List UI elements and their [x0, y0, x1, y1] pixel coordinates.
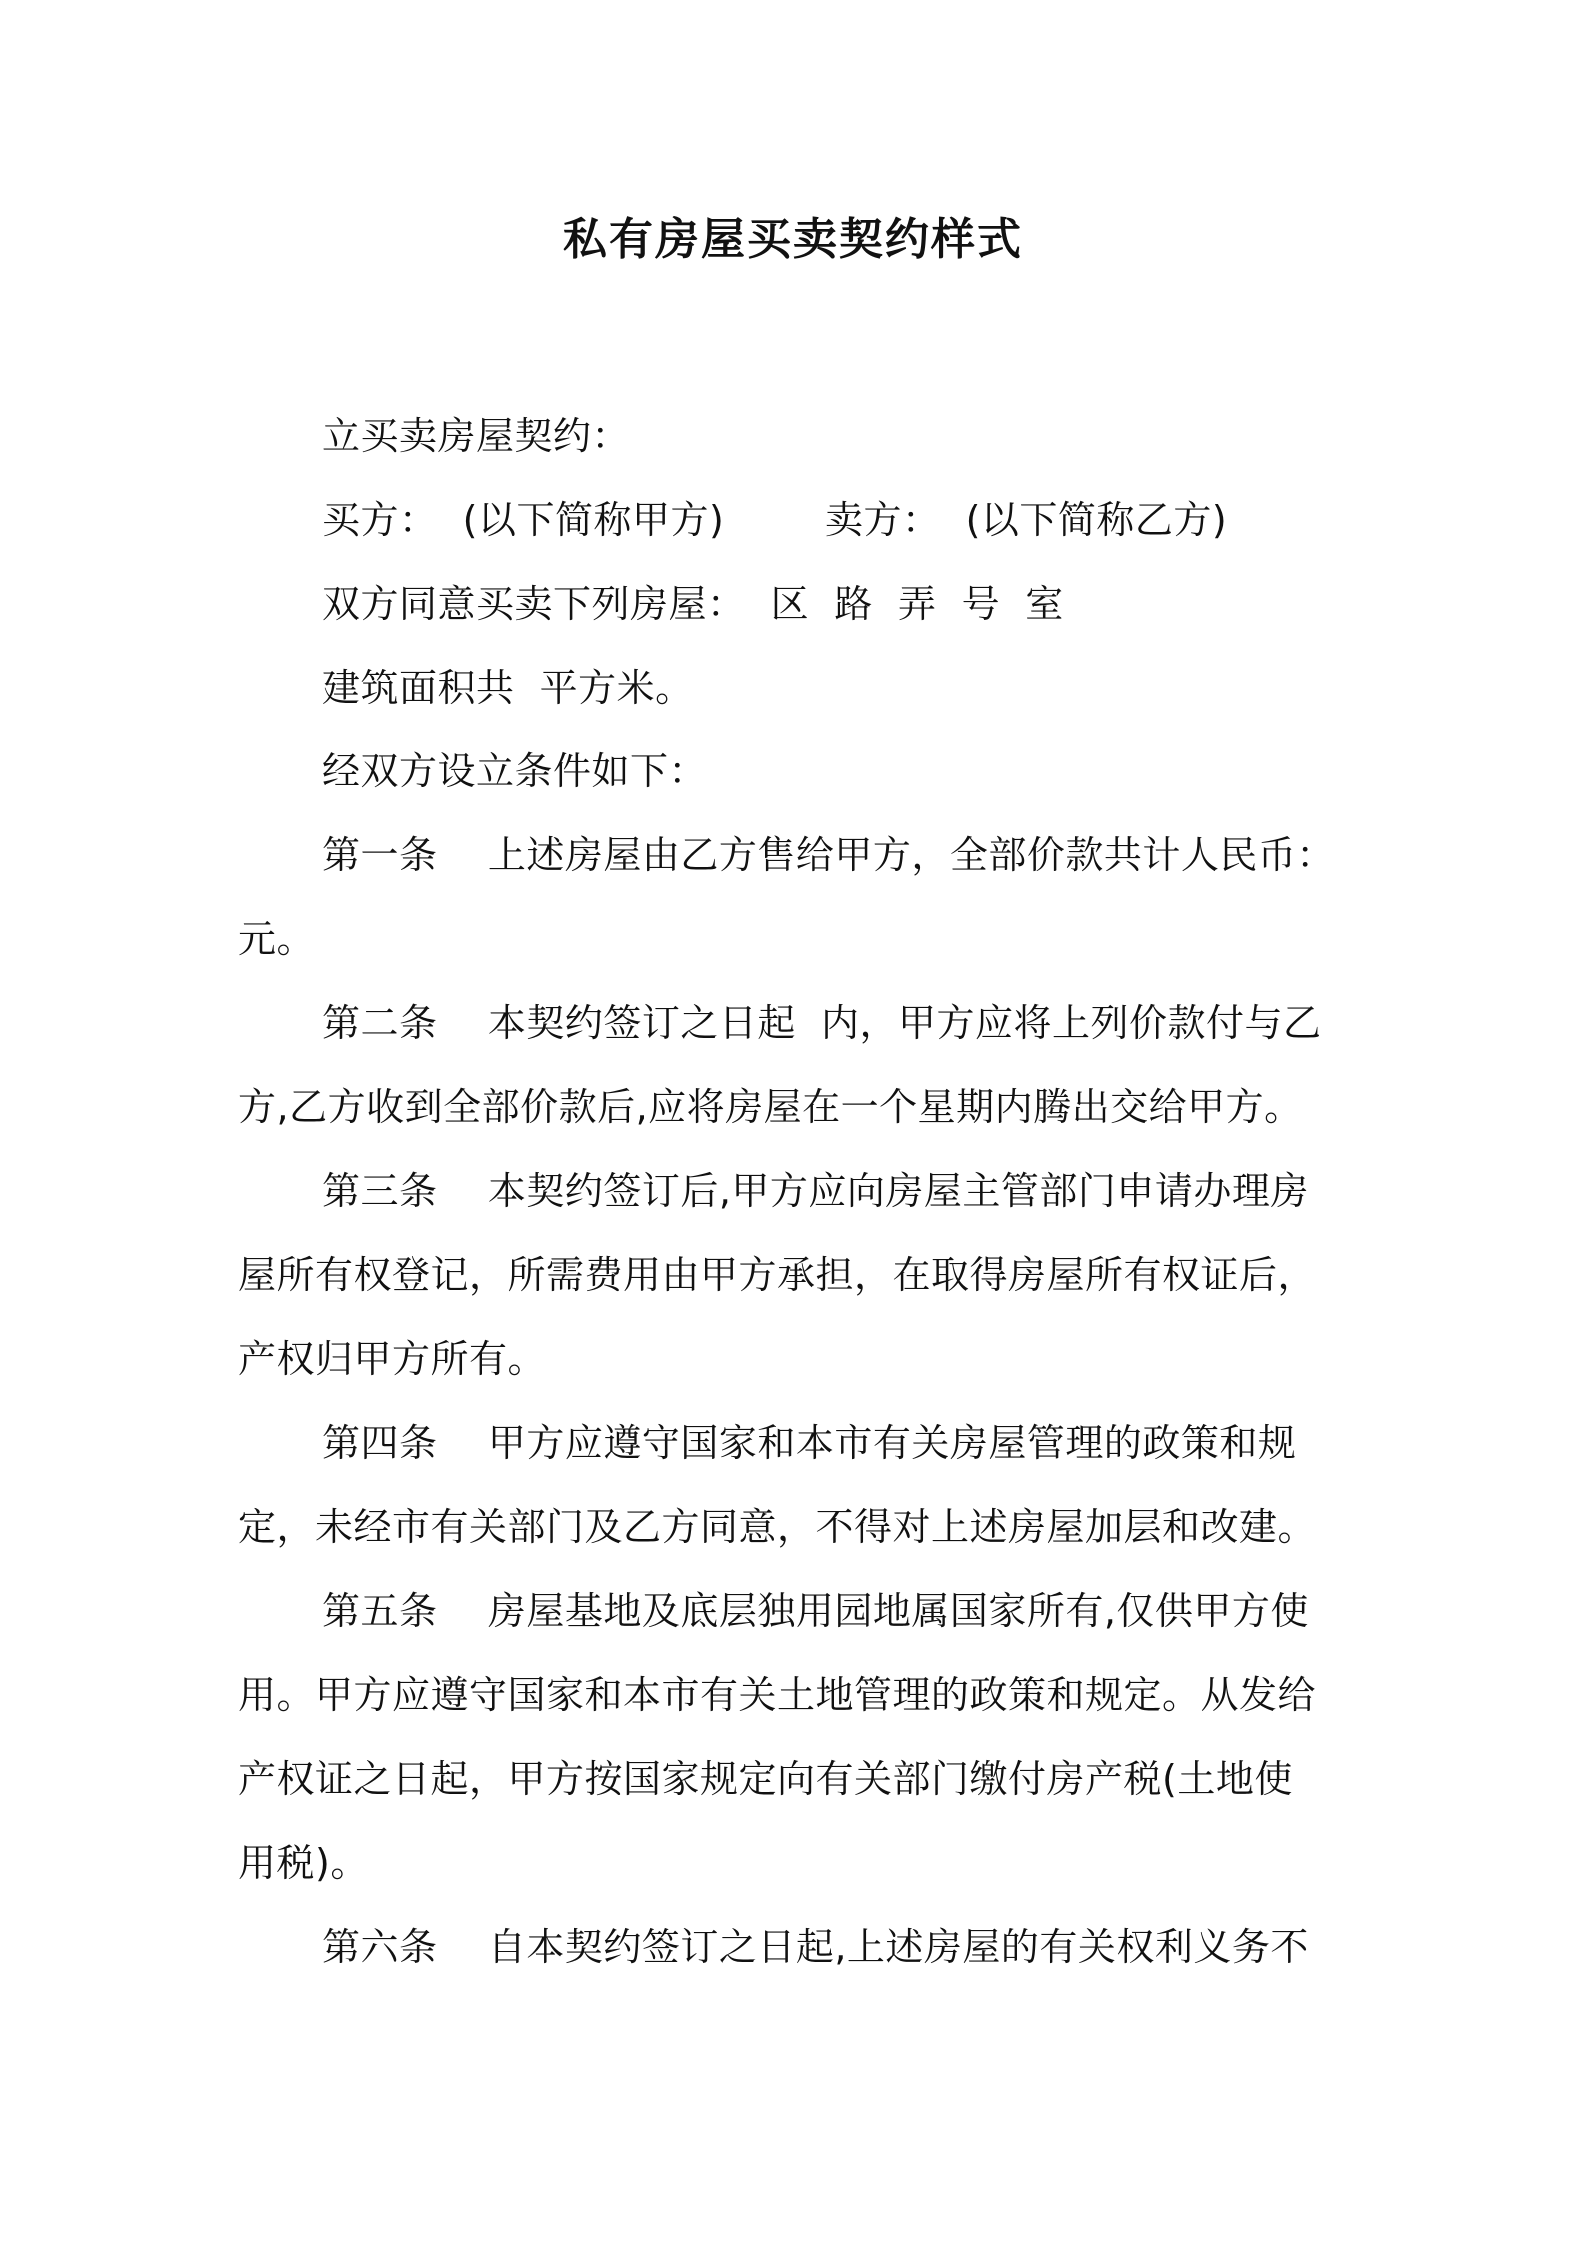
text-line: 定，未经市有关部门及乙方同意，不得对上述房屋加层和改建。 [238, 1505, 1317, 1549]
text-line: 双方同意买卖下列房屋： 区 路 弄 号 室 [322, 582, 1064, 626]
text-line: 建筑面积共 平方米。 [322, 666, 694, 710]
text-line: 买方： (以下简称甲方) 卖方： (以下简称乙方) [322, 498, 1228, 542]
text-line: 第四条 甲方应遵守国家和本市有关房屋管理的政策和规 [322, 1421, 1297, 1465]
text-line: 第六条 自本契约签订之日起,上述房屋的有关权利义务不 [322, 1925, 1309, 1969]
text-line: 用税)。 [238, 1841, 369, 1885]
text-line: 第五条 房屋基地及底层独用园地属国家所有,仅供甲方使 [322, 1589, 1309, 1633]
text-line: 第二条 本契约签订之日起 内，甲方应将上列价款付与乙 [322, 1001, 1322, 1045]
text-line: 屋所有权登记，所需费用由甲方承担，在取得房屋所有权证后， [238, 1253, 1317, 1297]
document-title: 私有房屋买卖契约样式 [563, 214, 1023, 265]
text-line: 元。 [238, 917, 316, 961]
text-line: 立买卖房屋契约： [322, 414, 631, 458]
text-line: 经双方设立条件如下： [322, 749, 708, 793]
text-line: 用。甲方应遵守国家和本市有关土地管理的政策和规定。从发给 [238, 1673, 1317, 1717]
text-line: 方,乙方收到全部价款后,应将房屋在一个星期内腾出交给甲方。 [238, 1085, 1303, 1129]
text-line: 产权证之日起，甲方按国家规定向有关部门缴付房产税(土地使 [238, 1757, 1293, 1801]
text-line: 产权归甲方所有。 [238, 1337, 547, 1381]
text-line: 第一条 上述房屋由乙方售给甲方，全部价款共计人民币： [322, 833, 1335, 877]
text-line: 第三条 本契约签订后,甲方应向房屋主管部门申请办理房 [322, 1169, 1309, 1213]
